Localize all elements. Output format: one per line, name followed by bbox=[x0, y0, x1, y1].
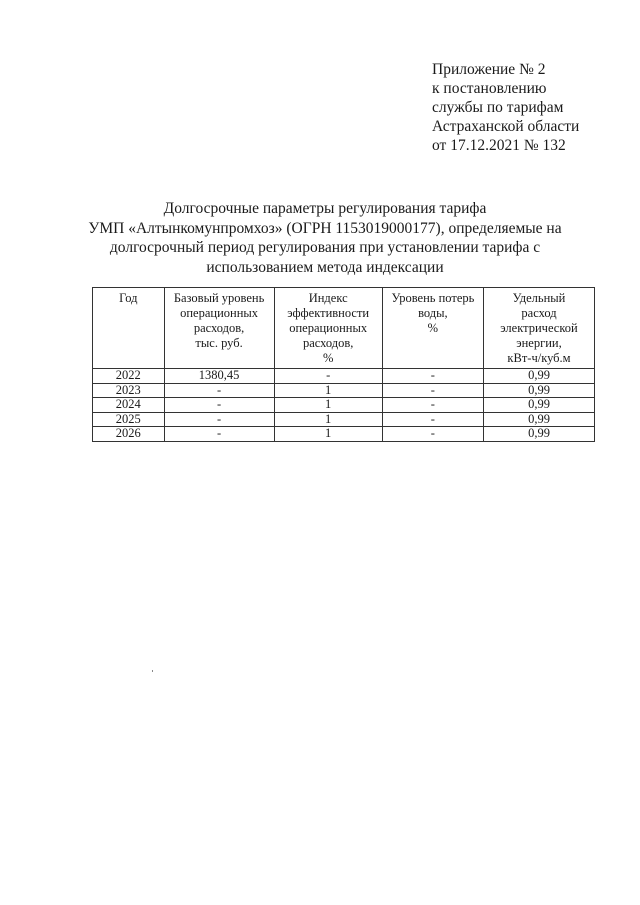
table-row bbox=[93, 398, 595, 413]
appendix-line: Приложение № 2 bbox=[432, 61, 546, 78]
cell-year: 2022 bbox=[93, 369, 165, 384]
cell-water-loss: - bbox=[382, 427, 483, 442]
header-energy-consumption: Удельный расход электрической энергии, кВт-ч/куб.м bbox=[484, 288, 595, 369]
cell-base-opex: - bbox=[164, 412, 274, 427]
table-row bbox=[93, 427, 595, 442]
cell-water-loss: - bbox=[382, 369, 483, 384]
scan-speck bbox=[152, 670, 153, 672]
cell-year: 2025 bbox=[93, 412, 165, 427]
cell-year: 2026 bbox=[93, 427, 165, 442]
cell-efficiency-index: - bbox=[274, 369, 382, 384]
cell-energy-consumption: 0,99 bbox=[484, 383, 595, 398]
header-year: Год bbox=[93, 288, 165, 369]
cell-efficiency-index: 1 bbox=[274, 398, 382, 413]
title-line: долгосрочный период регулирования при установлении тарифа с bbox=[109, 239, 541, 256]
title-line: использованием метода индексации bbox=[206, 258, 444, 276]
header-water-loss: Уровень потерь воды, % bbox=[382, 288, 483, 369]
cell-year: 2024 bbox=[93, 398, 165, 413]
table-row bbox=[93, 383, 595, 398]
cell-energy-consumption: 0,99 bbox=[484, 398, 595, 413]
table-row bbox=[93, 369, 595, 384]
cell-efficiency-index: 1 bbox=[274, 427, 382, 442]
table-row bbox=[93, 412, 595, 427]
header-efficiency-index: Индекс эффективности операционных расходов, % bbox=[274, 288, 382, 369]
table-header-row bbox=[93, 288, 595, 369]
appendix-line: Астраханской области bbox=[432, 118, 580, 135]
title-line: УМП «Алтынкомунпромхоз» (ОГРН 1153019000177), определяемые на bbox=[88, 219, 562, 237]
parameters-table bbox=[92, 287, 595, 442]
appendix-line: к постановлению bbox=[432, 80, 547, 97]
cell-base-opex: 1380,45 bbox=[164, 369, 274, 384]
appendix-line: от 17.12.2021 № 132 bbox=[432, 137, 566, 154]
cell-efficiency-index: 1 bbox=[274, 383, 382, 398]
cell-year: 2023 bbox=[93, 383, 165, 398]
header-base-opex: Базовый уровень операционных расходов, тыс. руб. bbox=[164, 288, 274, 369]
cell-base-opex: - bbox=[164, 398, 274, 413]
document-title bbox=[60, 199, 590, 277]
title-line: Долгосрочные параметры регулирования тарифа bbox=[163, 200, 487, 217]
cell-efficiency-index: 1 bbox=[274, 412, 382, 427]
cell-water-loss: - bbox=[382, 412, 483, 427]
cell-base-opex: - bbox=[164, 427, 274, 442]
cell-water-loss: - bbox=[382, 398, 483, 413]
cell-base-opex: - bbox=[164, 383, 274, 398]
cell-energy-consumption: 0,99 bbox=[484, 369, 595, 384]
cell-energy-consumption: 0,99 bbox=[484, 427, 595, 442]
appendix-block bbox=[432, 60, 579, 155]
cell-water-loss: - bbox=[382, 383, 483, 398]
appendix-line: службы по тарифам bbox=[432, 99, 564, 116]
cell-energy-consumption: 0,99 bbox=[484, 412, 595, 427]
